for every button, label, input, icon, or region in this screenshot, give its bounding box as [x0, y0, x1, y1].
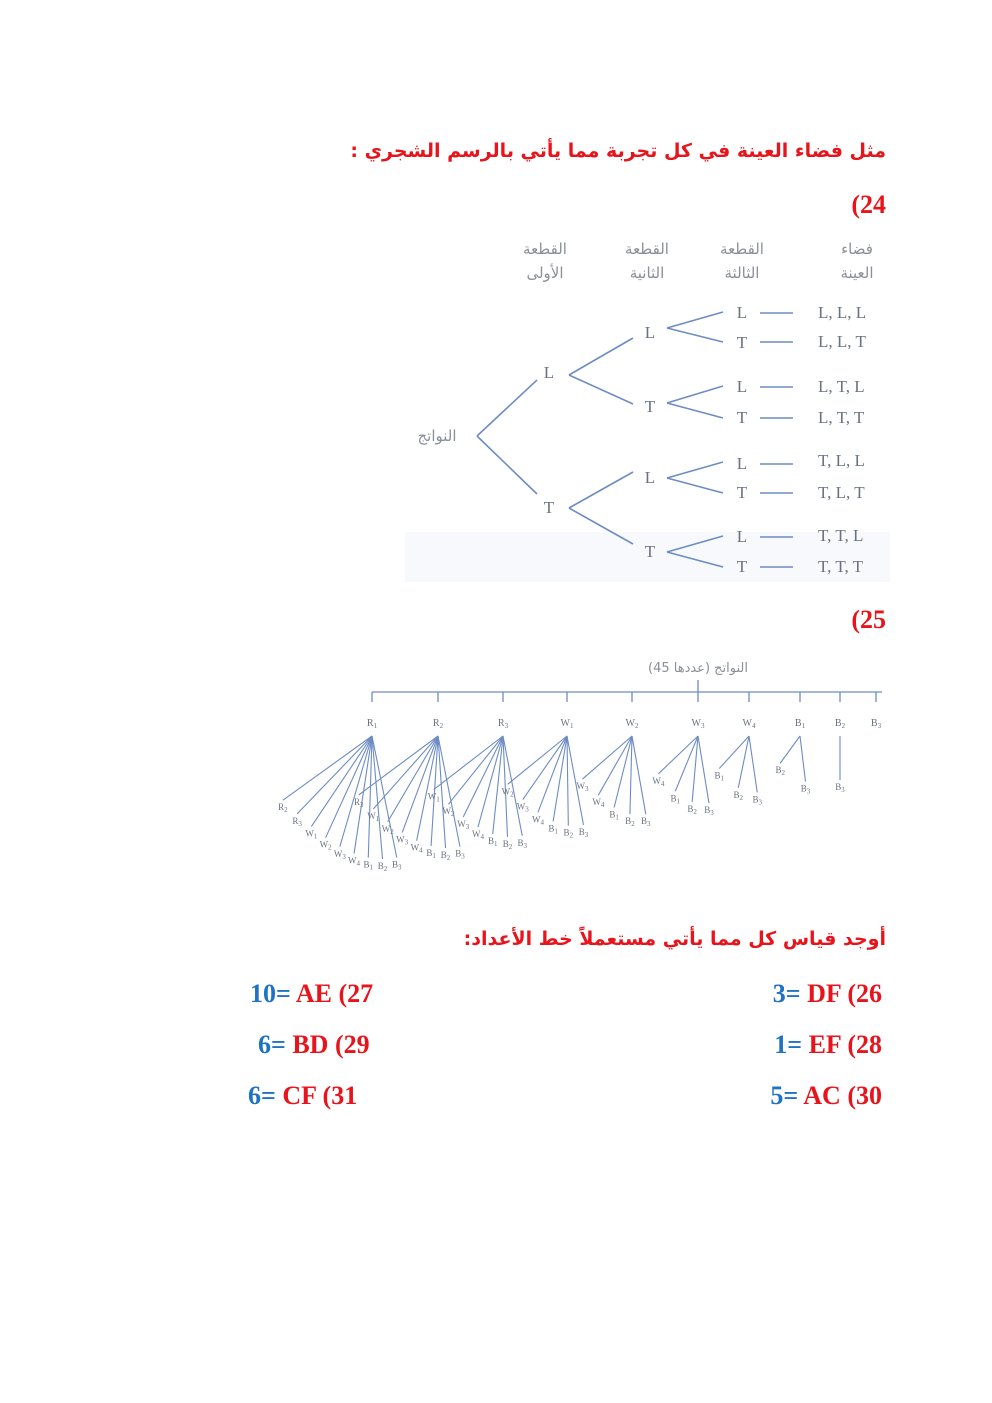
tree25-leaf: $B_1$: [548, 823, 558, 836]
tree25-branch: [780, 736, 800, 763]
tree25-leaf: $B_2$: [625, 816, 635, 829]
tree25-leaf: $B_2$: [775, 765, 785, 778]
tree25-leaf: $B_3$: [835, 782, 845, 794]
tree25-branch: [326, 736, 372, 838]
tree25-node: $R_1$: [366, 718, 378, 730]
tree25-branch: [434, 736, 503, 790]
tree25-leaf: $W_4$: [410, 842, 423, 855]
level3-node: T: [736, 483, 748, 502]
tree25-leaf: $W_4$: [531, 814, 544, 827]
tree25-leaf: $W_3$: [457, 819, 470, 832]
tree25-leaf: $B_1$: [670, 793, 681, 806]
instruction-heading: مثل فضاء العينة في كل تجربة مما يأتي بالرسم الشجري :: [350, 140, 886, 162]
tree25-leaf: $B_1$: [609, 809, 619, 822]
tree25-branch: [692, 736, 698, 802]
tree25-leaf: $R_3$: [354, 796, 364, 809]
question-number-25: (25: [851, 605, 886, 634]
level3-node: T: [736, 557, 748, 576]
tree25-branch: [583, 736, 633, 779]
tree25-leaf: $W_3$: [396, 834, 409, 847]
outcome: T, L, L: [818, 451, 865, 470]
tree25-branch: [448, 736, 503, 804]
level3-node: T: [736, 408, 748, 427]
tree25-branch: [478, 736, 503, 827]
tree25-leaf: $B_2$: [440, 849, 451, 862]
tree25-node: $B_1$: [794, 718, 806, 730]
tree25-branch: [614, 736, 632, 808]
header-space-line2: العينة: [840, 264, 874, 282]
tree25-title: النواتج (عددها 45): [648, 661, 748, 676]
outcome: L, T, L: [818, 377, 865, 396]
header-third-line2: الثالثة: [724, 264, 760, 282]
tree25-leaf: $W_3$: [333, 848, 346, 861]
tree25-leaf: $B_3$: [800, 783, 811, 796]
outcome: T, L, T: [818, 483, 865, 502]
tree25-branch: [283, 736, 372, 800]
outcome: L, L, T: [818, 332, 866, 351]
tree25-node: $W_4$: [742, 718, 756, 730]
tree25-leaf: $W_4$: [652, 775, 665, 788]
tree25-leaf: $W_2$: [381, 823, 394, 836]
tree25-node: $W_3$: [691, 718, 705, 730]
tree25-branch: [719, 736, 749, 769]
tree25-leaf: $B_3$: [578, 826, 589, 839]
tree25-node: $B_2$: [834, 718, 846, 730]
tree25-leaf: $B_2$: [733, 789, 744, 802]
measure-heading: أوجد قياس كل مما يأتي مستعملاً خط الأعداد:: [463, 928, 886, 950]
tree25-leaf: $B_2$: [377, 860, 388, 873]
tree25-leaf: $W_1$: [305, 828, 318, 841]
answer-26: 3= DF (26: [772, 979, 882, 1008]
tree25-branch: [800, 736, 806, 782]
tree25-branch: [632, 736, 646, 814]
answer-30: 5= AC (30: [770, 1081, 882, 1110]
tree25-leaf: $W_3$: [516, 801, 529, 814]
answer-27: 10= AE (27: [250, 979, 374, 1008]
tree-diagram-25: [268, 650, 893, 890]
header-first-line2: الأولى: [526, 264, 564, 282]
level2-node: L: [644, 323, 656, 342]
tree25-node: $W_1$: [560, 718, 574, 730]
level2-node: T: [644, 397, 656, 416]
tree25-leaf: $W_4$: [471, 829, 484, 842]
tree-root-label: النواتج: [417, 427, 457, 445]
tree25-leaf: $R_3$: [292, 815, 302, 828]
tree25-leaf: $B_2$: [687, 804, 697, 817]
tree25-leaf: $B_3$: [517, 837, 528, 850]
tree25-branch: [658, 736, 698, 774]
tree25-leaf: $W_2$: [319, 839, 332, 852]
level3-node: L: [736, 527, 748, 546]
outcome: T, T, T: [818, 557, 864, 576]
outcome: L, L, L: [818, 303, 867, 322]
level3-node: T: [736, 333, 748, 352]
level2-node: L: [644, 468, 656, 487]
tree25-branch: [749, 736, 757, 792]
outcome: L, T, T: [818, 408, 865, 427]
tree25-node: $B_3$: [870, 718, 882, 730]
tree25-branch: [598, 736, 632, 795]
answer-28: 1= EF (28: [774, 1030, 882, 1059]
tree25-branch: [311, 736, 372, 827]
outcome: T, T, L: [818, 526, 864, 545]
tree25-branch: [698, 736, 709, 803]
tree25-node: $W_2$: [625, 718, 639, 730]
tree25-leaf: $B_1$: [426, 847, 436, 860]
header-third-line1: القطعة: [720, 240, 764, 258]
tree25-branch: [630, 736, 632, 814]
tree25-leaf: $B_1$: [487, 835, 498, 848]
tree25-leaf: $W_1$: [367, 811, 380, 824]
tree25-leaf: $B_3$: [752, 794, 763, 807]
header-second-line2: الثانية: [629, 264, 665, 282]
level1-node: T: [543, 498, 555, 517]
tree25-leaf: $W_2$: [501, 786, 514, 799]
tree25-branch: [388, 736, 438, 822]
tree25-branch: [463, 736, 503, 817]
tree25-leaf: $W_3$: [576, 781, 589, 794]
tree25-leaf: $B_3$: [391, 859, 402, 872]
tree25-leaf: $R_2$: [278, 802, 288, 815]
tree25-leaf: $W_4$: [348, 855, 361, 868]
level2-node: T: [644, 542, 656, 561]
tree25-leaf: $W_1$: [427, 791, 440, 804]
question-number-24: (24: [851, 190, 886, 219]
header-first-line1: القطعة: [523, 240, 567, 258]
tree25-leaf: $B_1$: [714, 770, 725, 783]
tree25-leaf: $B_3$: [640, 816, 651, 829]
tree25-leaf: $B_3$: [455, 848, 465, 861]
tree25-branch: [523, 736, 567, 800]
tree25-node: $R_3$: [497, 718, 509, 730]
header-second-line1: القطعة: [625, 240, 669, 258]
tree25-branch: [675, 736, 698, 791]
answer-31: 6= CF (31: [248, 1081, 358, 1110]
header-space-line1: فضاء: [841, 240, 873, 258]
level3-node: L: [736, 454, 748, 473]
level3-node: L: [736, 377, 748, 396]
tree25-branch: [493, 736, 503, 834]
tree25-leaf: $B_3$: [704, 805, 714, 818]
tree25-node: $R_2$: [432, 718, 444, 730]
tree25-branch: [738, 736, 749, 788]
tree25-leaf: $B_2$: [502, 838, 513, 851]
answer-29: 6= BD (29: [258, 1030, 370, 1059]
tree25-branch: [553, 736, 567, 821]
tree25-branch: [372, 736, 383, 859]
tree-diagram-24: [405, 232, 890, 582]
level1-node: L: [543, 363, 555, 382]
tree25-leaf: $B_1$: [363, 859, 374, 872]
tree25-branch: [567, 736, 568, 826]
tree25-leaf: $W_4$: [592, 797, 605, 810]
tree25-leaf: $W_2$: [442, 806, 455, 819]
tree25-leaf: $B_2$: [563, 827, 574, 840]
level3-node: L: [736, 303, 748, 322]
